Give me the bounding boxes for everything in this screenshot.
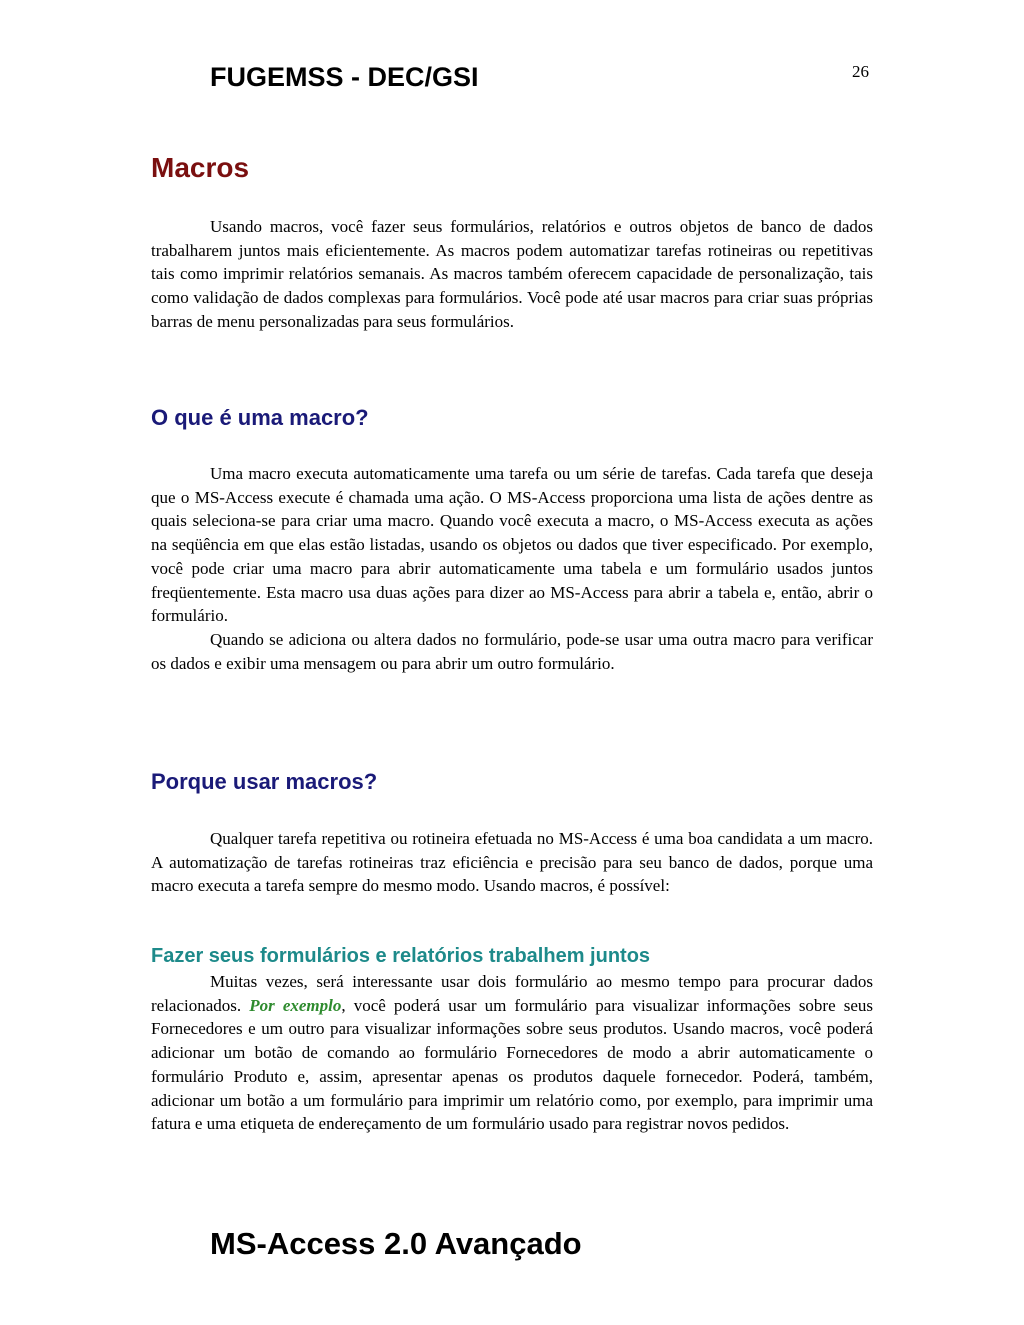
footer-title: MS-Access 2.0 Avançado: [210, 1226, 582, 1261]
paragraph-text: Uma macro executa automaticamente uma tarefa ou um série de tarefas. Cada tarefa que deseja que o MS-Access execute é chamada uma ação. O MS-Access proporciona uma lista de ações dentre as quais seleciona-se para criar uma macro. Quando você executa a macro, o MS-Access executa as ações na seqüência em que elas estão listadas, usando os objetos ou dados que tiver especificado. Por exemplo, você pode criar uma macro para abrir automaticamente uma tabela e um formulário usados juntos freqüentemente. Esta macro usa duas ações para dizer ao MS-Access para abrir a tabela e, então, abrir o formulário.: [151, 464, 873, 626]
section-heading-what-is-macro: O que é uma macro?: [151, 405, 369, 430]
paragraph-macros-intro: [151, 215, 873, 334]
page-number: 26: [852, 62, 869, 81]
emphasis-text: Por exemplo: [249, 995, 342, 1015]
paragraph-what-is-macro: [151, 462, 873, 675]
text-run: , você poderá usar um formulário para visualizar informações sobre seus Fornecedores e um outro para visualizar informações sobre seus produtos. Usando macros, você poderá adicionar um botão de comando ao formulário Fornecedores de modo a abrir automaticamente o formulário Produto e, assim, apresentar apenas os produtos daquele fornecedor. Poderá, também, adicionar um botão a um formulário para imprimir um relatório como, por exemplo, para imprimir uma fatura e uma etiqueta de endereçamento de um formulário usado para registrar novos pedidos.: [151, 995, 873, 1134]
paragraph-forms-together: [151, 970, 873, 1136]
subsection-heading-forms-together: Fazer seus formulários e relatórios trabalhem juntos: [151, 945, 651, 967]
text-run: Muitas vezes, será interessante usar dois formulário ao mesmo tempo para procurar dados relacionados.: [151, 972, 873, 1015]
paragraph-text: Quando se adiciona ou altera dados no formulário, pode-se usar uma outra macro para verificar os dados e exibir uma mensagem ou para abrir um outro formulário.: [151, 629, 873, 673]
paragraph-text: Qualquer tarefa repetitiva ou rotineira efetuada no MS-Access é uma boa candidata a um macro. A automatização de tarefas rotineiras traz eficiência e precisão para seu banco de dados, porque uma macro executa a tarefa sempre do mesmo modo. Usando macros, é possível:: [151, 829, 873, 896]
paragraph-text: Usando macros, você fazer seus formulários, relatórios e outros objetos de banco de dados trabalharem juntos mais eficientemente. As macros podem automatizar tarefas rotineiras ou repetitivas tais como imprimir relatórios semanais. As macros também oferecem capacidade de personalização, tais como validação de dados complexas para formulários. Você pode até usar macros para criar suas próprias barras de menu personalizadas para seus formulários.: [151, 217, 873, 331]
header-title: FUGEMSS - DEC/GSI: [210, 62, 479, 92]
paragraph-text: [151, 970, 873, 1136]
section-heading-why-use-macros: Porque usar macros?: [151, 769, 378, 794]
section-heading-macros: Macros: [151, 152, 250, 183]
paragraph-why-use-macros: [151, 827, 873, 898]
